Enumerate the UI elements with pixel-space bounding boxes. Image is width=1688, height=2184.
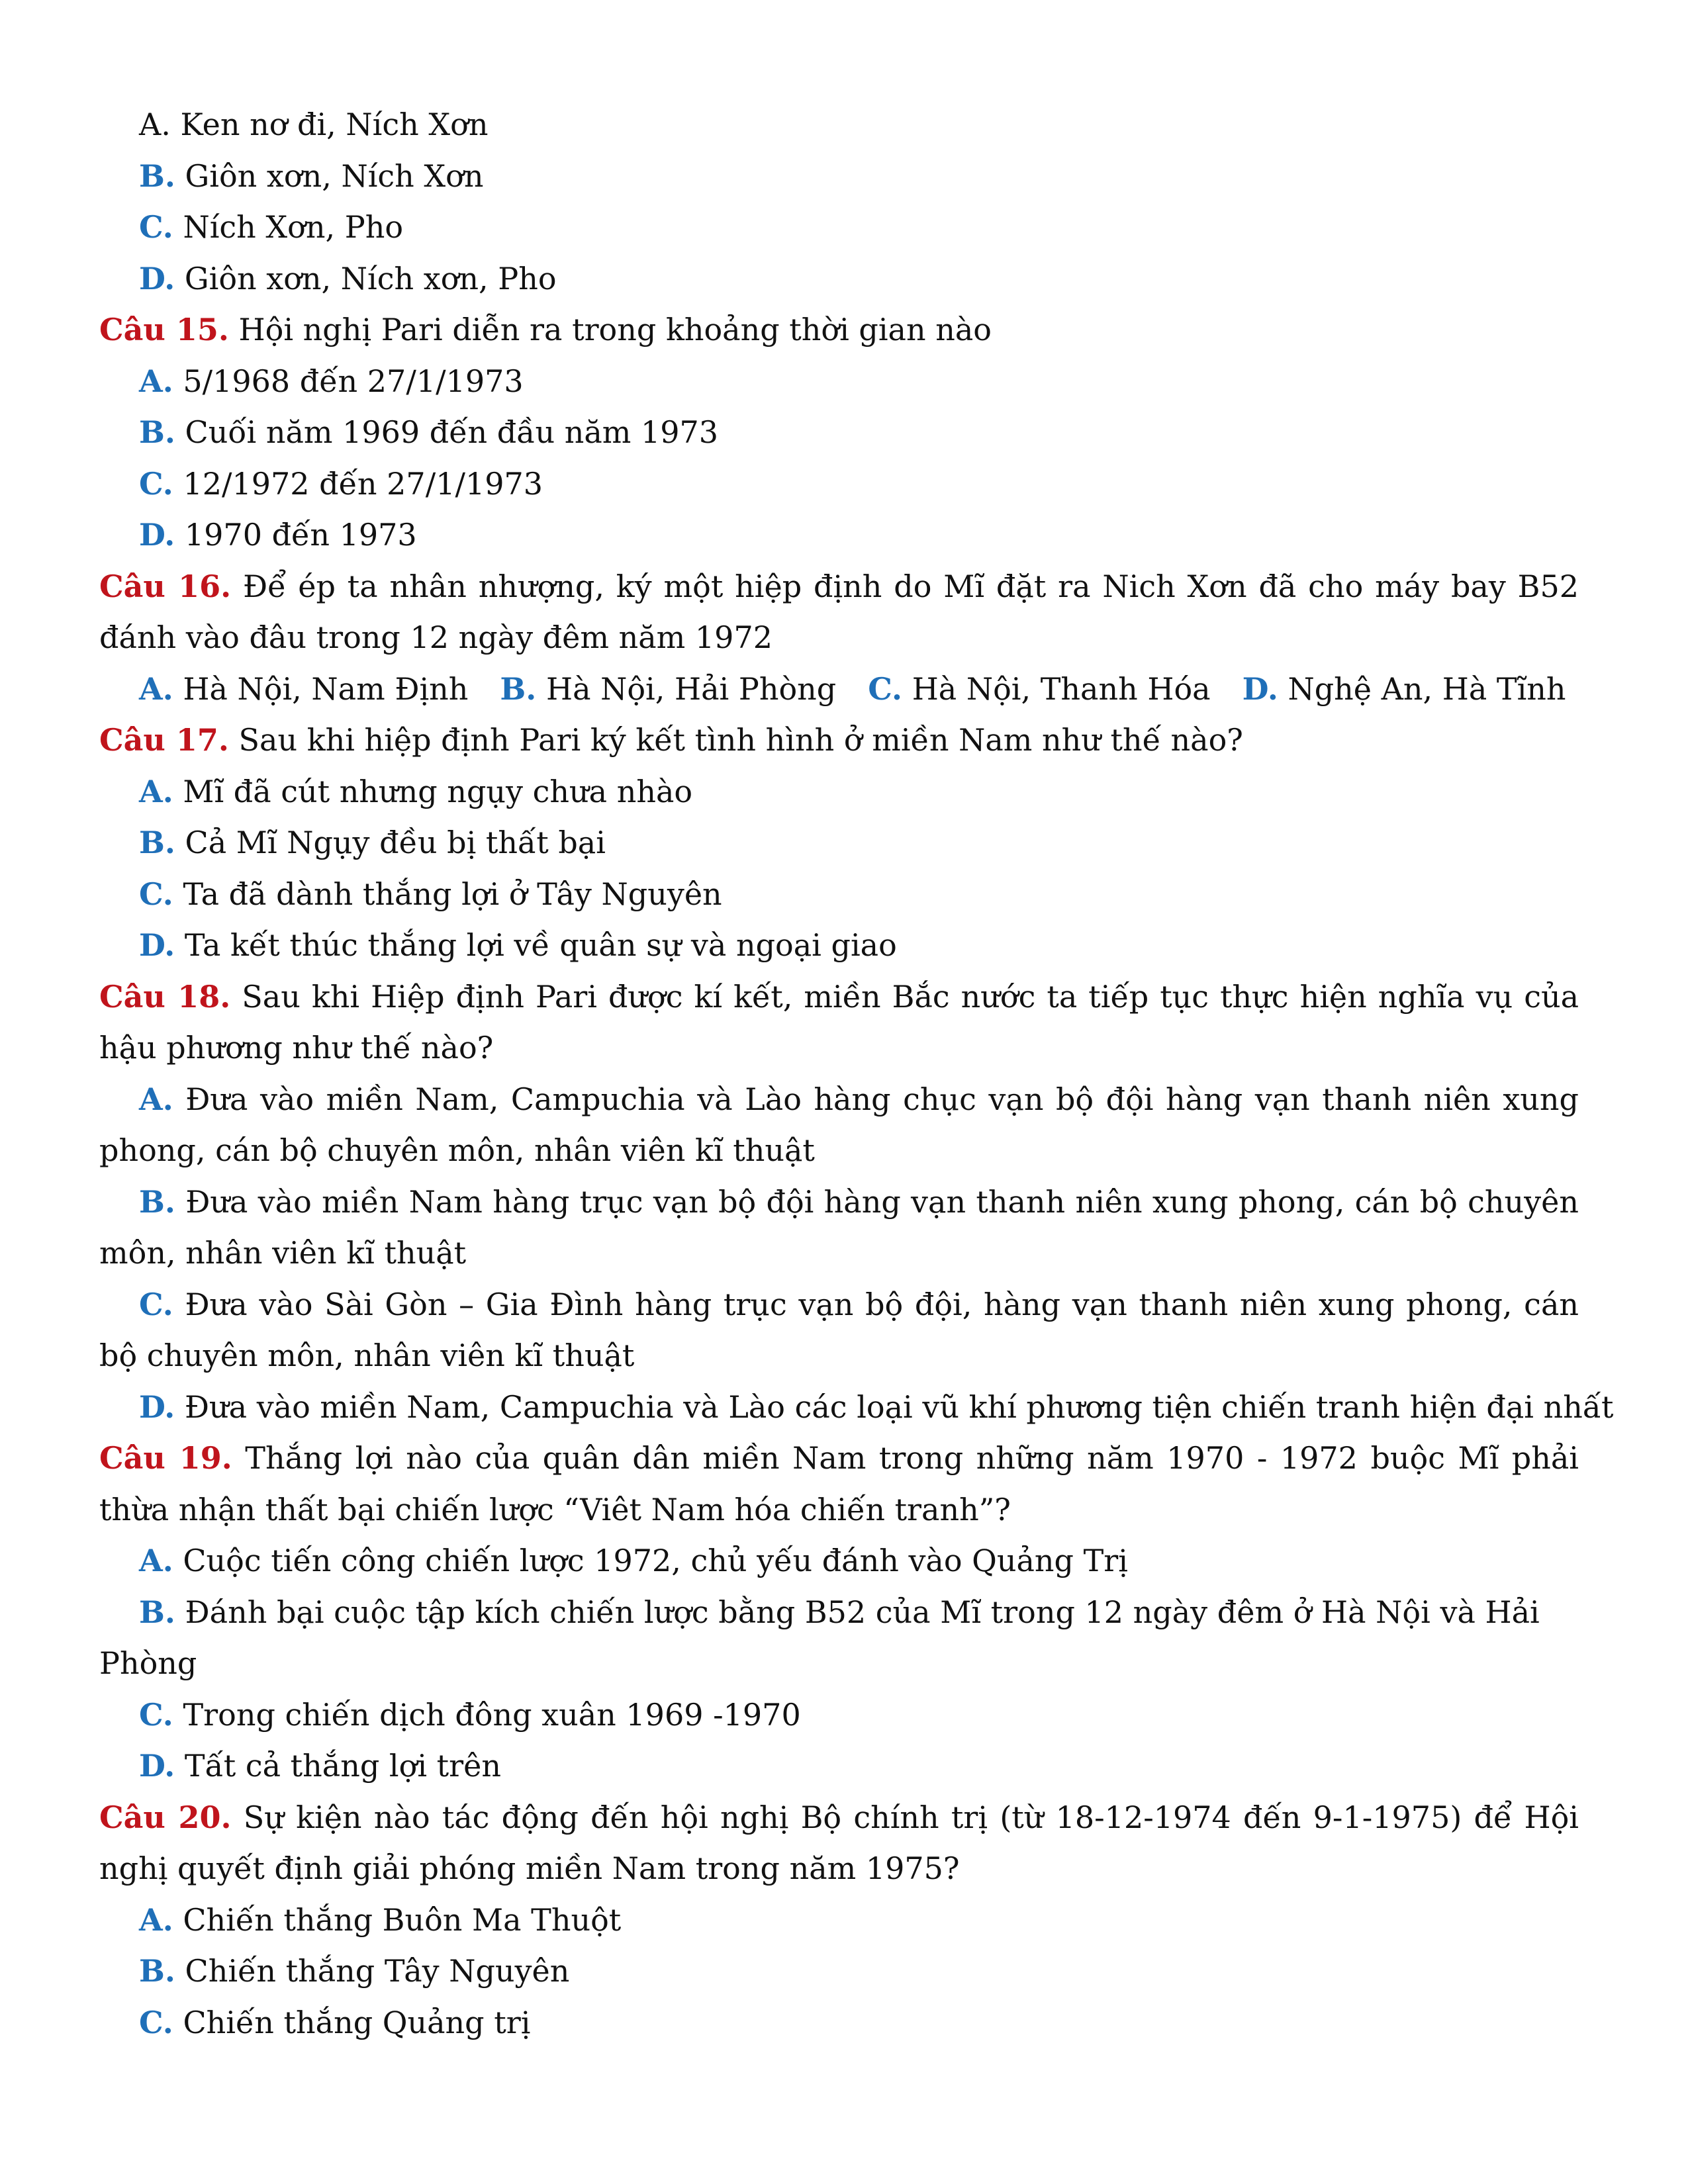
option-a <box>99 1074 1579 1177</box>
question-18 <box>99 972 1579 1074</box>
option-letter: D. <box>139 927 175 963</box>
option-letter: D. <box>139 517 175 553</box>
option-a <box>139 664 468 715</box>
option-d <box>99 1741 1579 1792</box>
option-letter: B. <box>500 670 537 707</box>
question-label: Câu 20. <box>99 1799 232 1835</box>
option-letter: B. <box>139 158 175 194</box>
option-letter: A. <box>139 107 171 142</box>
option-letter: A. <box>139 773 173 809</box>
option-letter: D. <box>139 1748 175 1784</box>
question-text: Sau khi Hiệp định Pari được kí kết, miền Bắc nước ta tiếp tục thực hiện nghĩa vụ của hậu phương như thế nào? <box>99 978 1579 1066</box>
option-letter: B. <box>139 1183 175 1220</box>
option-letter: B. <box>139 825 175 860</box>
option-text: Ta đã dành thắng lợi ở Tây Nguyên <box>183 876 722 912</box>
option-letter: A. <box>139 363 173 399</box>
option-letter: C. <box>139 876 173 912</box>
option-text: Giôn xơn, Ních xơn, Pho <box>184 260 557 296</box>
option-a <box>99 1535 1579 1587</box>
option-d <box>1243 664 1566 715</box>
option-text: Cuối năm 1969 đến đầu năm 1973 <box>185 414 719 450</box>
question-17 <box>99 715 1579 766</box>
option-letter: D. <box>1242 670 1278 707</box>
option-letter: C. <box>139 1696 173 1733</box>
option-text: Chiến thắng Quảng trị <box>183 2004 531 2040</box>
option-c <box>99 869 1579 921</box>
option-letter: D. <box>139 260 175 296</box>
question-text: Để ép ta nhân nhượng, ký một hiệp định do Mĩ đặt ra Nich Xơn đã cho máy bay B52 đánh vào đâu trong 12 ngày đêm năm 1972 <box>99 568 1579 655</box>
option-letter: B. <box>139 1594 175 1630</box>
question-text: Sau khi hiệp định Pari ký kết tình hình ở miền Nam như thế nào? <box>238 722 1243 758</box>
option-c <box>868 664 1210 715</box>
option-c <box>99 202 1579 253</box>
options-row <box>99 664 1579 715</box>
option-text: 5/1968 đến 27/1/1973 <box>183 363 524 399</box>
option-d <box>99 253 1579 305</box>
question-label: Câu 18. <box>99 978 231 1015</box>
option-text: Hà Nội, Hải Phòng <box>545 670 837 707</box>
option-letter: C. <box>139 465 173 502</box>
option-b <box>99 151 1579 203</box>
option-text: Đánh bại cuộc tập kích chiến lược bằng B52 của Mĩ trong 12 ngày đêm ở Hà Nội và Hải Phòng <box>99 1594 1540 1681</box>
option-text: Giôn xơn, Ních Xơn <box>185 158 484 194</box>
question-20 <box>99 1792 1579 1895</box>
option-letter: A. <box>139 1543 173 1578</box>
option-text: Ních Xơn, Pho <box>183 209 404 245</box>
option-a <box>99 356 1579 408</box>
option-letter: A. <box>139 1081 173 1117</box>
option-text: Ta kết thúc thắng lợi về quân sự và ngoại giao <box>184 927 897 963</box>
option-text: Ken nơ đi, Ních Xơn <box>180 107 489 142</box>
option-text: Đưa vào Sài Gòn – Gia Đình hàng trục vạn bộ đội, hàng vạn thanh niên xung phong, cán bộ chuyên môn, nhân viên kĩ thuật <box>99 1286 1579 1373</box>
option-text: Mĩ đã cút nhưng ngụy chưa nhào <box>183 773 693 809</box>
question-16 <box>99 561 1579 664</box>
option-letter: C. <box>139 2004 173 2040</box>
question-label: Câu 16. <box>99 568 232 604</box>
option-text: 12/1972 đến 27/1/1973 <box>183 465 543 502</box>
question-text: Hội nghị Pari diễn ra trong khoảng thời gian nào <box>238 312 992 347</box>
option-b <box>99 1587 1579 1690</box>
option-text: Hà Nội, Nam Định <box>183 670 469 707</box>
option-c <box>99 1690 1579 1741</box>
option-text: Cả Mĩ Ngụy đều bị thất bại <box>185 825 606 860</box>
question-15 <box>99 304 1579 356</box>
option-text: Đưa vào miền Nam hàng trục vạn bộ đội hàng vạn thanh niên xung phong, cán bộ chuyên môn, nhân viên kĩ thuật <box>99 1183 1579 1271</box>
option-a <box>99 1895 1579 1946</box>
option-text: Nghệ An, Hà Tĩnh <box>1288 670 1566 707</box>
option-letter: C. <box>868 670 903 707</box>
option-text: Chiến thắng Tây Nguyên <box>185 1953 570 1989</box>
question-19 <box>99 1433 1579 1535</box>
option-text: Trong chiến dịch đông xuân 1969 -1970 <box>183 1696 801 1733</box>
option-c <box>99 459 1579 510</box>
option-d <box>99 1382 1614 1433</box>
option-text: Cuộc tiến công chiến lược 1972, chủ yếu đánh vào Quảng Trị <box>183 1543 1129 1578</box>
option-text: Chiến thắng Buôn Ma Thuột <box>183 1901 622 1938</box>
option-text: Hà Nội, Thanh Hóa <box>912 670 1211 707</box>
option-d <box>99 920 1579 972</box>
option-text: 1970 đến 1973 <box>184 517 417 553</box>
option-text: Đưa vào miền Nam, Campuchia và Lào các loại vũ khí phương tiện chiến tranh hiện đại nhất <box>184 1388 1614 1425</box>
option-c <box>99 1997 1579 2049</box>
option-letter: C. <box>139 1286 173 1322</box>
option-b <box>99 1177 1579 1279</box>
question-text: Sự kiện nào tác động đến hội nghị Bộ chính trị (từ 18-12-1974 đến 9-1-1975) để Hội nghị quyết định giải phóng miền Nam trong năm 1975? <box>99 1799 1579 1886</box>
option-a <box>99 99 1579 151</box>
option-c <box>99 1279 1579 1382</box>
question-text: Thắng lợi nào của quân dân miền Nam trong những năm 1970 - 1972 buộc Mĩ phải thừa nhận thất bại chiến lược “Viêt Nam hóa chiến tranh”? <box>99 1440 1579 1527</box>
option-text: Tất cả thắng lợi trên <box>184 1748 501 1784</box>
option-letter: C. <box>139 209 173 245</box>
option-letter: B. <box>139 1953 175 1989</box>
question-label: Câu 17. <box>99 722 229 758</box>
question-label: Câu 15. <box>99 312 229 347</box>
option-letter: B. <box>139 414 175 450</box>
question-label: Câu 19. <box>99 1440 232 1476</box>
option-b <box>500 664 836 715</box>
option-letter: D. <box>139 1388 175 1425</box>
option-b <box>99 817 1579 869</box>
option-text: Đưa vào miền Nam, Campuchia và Lào hàng chục vạn bộ đội hàng vạn thanh niên xung phong, cán bộ chuyên môn, nhân viên kĩ thuật <box>99 1081 1579 1168</box>
document-page <box>99 99 1614 2048</box>
option-b <box>99 1946 1579 1997</box>
option-a <box>99 766 1579 818</box>
option-letter: A. <box>139 1901 173 1938</box>
option-letter: A. <box>139 670 173 707</box>
option-d <box>99 510 1579 561</box>
option-b <box>99 407 1579 459</box>
